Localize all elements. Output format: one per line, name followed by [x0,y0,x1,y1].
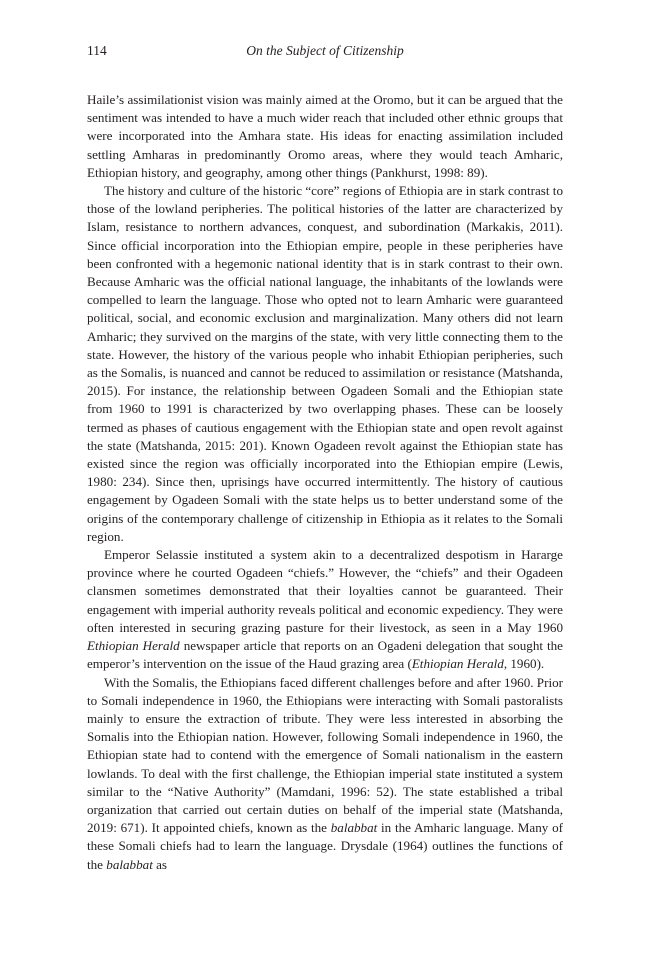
paragraph-text: , 1960). [503,656,545,672]
paragraph-text: newspaper article that reports on an Ogadeni delegation that sought the emperor’s intervention on the issue of the Haud grazing area ( [87,638,563,672]
paragraph-text: Haile’s assimilationist vision was mainly aimed at the Oromo, but it can be argued that the sentiment was intended to have a much wider reach that included other ethnic groups that were incorporated into the Amhara state. His ideas for enacting assimilation included settling Amharas in predominantly Oromo areas, where they would teach Amharic, Ethiopian history, and geography, among other things (Pankhurst, 1998: 89). [87,92,563,180]
paragraph-text: Emperor Selassie instituted a system akin to a decentralized despotism in Hararge province where he courted Ogadeen “chiefs.” However, the “chiefs” and their Ogadeen clansmen sometimes demonstrated that their loyalties cannot be guaranteed. Their engagement with imperial authority reveals political and economic expediency. They were often interested in securing grazing pasture for their livestock, as seen in a May 1960 [87,547,563,635]
body-text [87,91,563,874]
paragraph-text: With the Somalis, the Ethiopians faced different challenges before and after 1960. Prior to Somali independence in 1960, the Ethiopians were interacting with Somali pastoralists mainly to ensure the extraction of tribute. They were less interested in absorbing the Somalis into the Ethiopian nation. However, following Somali independence in 1960, the Ethiopian state had to contend with the emergence of Somali nationalism in the eastern lowlands. To deal with the first challenge, the Ethiopian imperial state instituted a system similar to the “Native Authority” (Mamdani, 1996: 52). The state established a tribal organization that carried out certain duties on behalf of the imperial state (Matshanda, 2019: 671). It appointed chiefs, known as the [87,674,563,836]
page-number: 114 [87,43,107,58]
paragraph [87,91,563,182]
paragraph [87,182,563,546]
paragraph-text: as [152,856,168,872]
italic-text: balabbat [106,856,153,872]
paragraph [87,674,563,874]
italic-text: Ethiopian Herald [411,656,504,672]
paragraph-text: The history and culture of the historic “core” regions of Ethiopia are in stark contrast to those of the lowland peripheries. The political histories of the latter are characterized by Islam, resistance to northern advances, conquest, and subordination (Markakis, 2011). Since official incorporation into the Ethiopian empire, people in these peripheries have been confronted with a hegemonic national identity that is in stark contrast to their own. Because Amharic was the official national language, the inhabitants of the lowlands were compelled to learn the language. Those who opted not to learn Amharic were guaranteed political, social, and economic exclusion and marginalization. Many others did not learn Amharic; they survived on the margins of the state, with very little connecting them to the state. However, the history of the various people who inhabit Ethiopian peripheries, such as the Somalis, is nuanced and cannot be reduced to assimilation or resistance (Matshanda, 2015). For instance, the relationship between Ogadeen Somali and the Ethiopian state from 1960 to 1991 is characterized by two overlapping phases. These can be loosely termed as phases of cautious engagement with the Ethiopian state and open revolt against the state (Matshanda, 2015: 201). Known Ogadeen revolt against the Ethiopian state has existed since the region was officially incorporated into the Ethiopian empire (Lewis, 1980: 234). Since then, uprisings have occurred intermittently. The history of cautious engagement by Ogadeen Somali with the state helps us to better understand some of the origins of the contemporary challenge of citizenship in Ethiopia as it relates to the Somali region. [87,183,563,544]
page-header [87,43,563,63]
paragraph [87,546,563,673]
italic-text: Ethiopian Herald [87,638,180,654]
italic-text: balabbat [330,820,378,836]
running-head: On the Subject of Citizenship [246,43,404,58]
paragraph-text: in the Amharic language. Many of these Somali chiefs had to learn the language. Drysdale (1964) outlines the functions of the [87,820,563,872]
